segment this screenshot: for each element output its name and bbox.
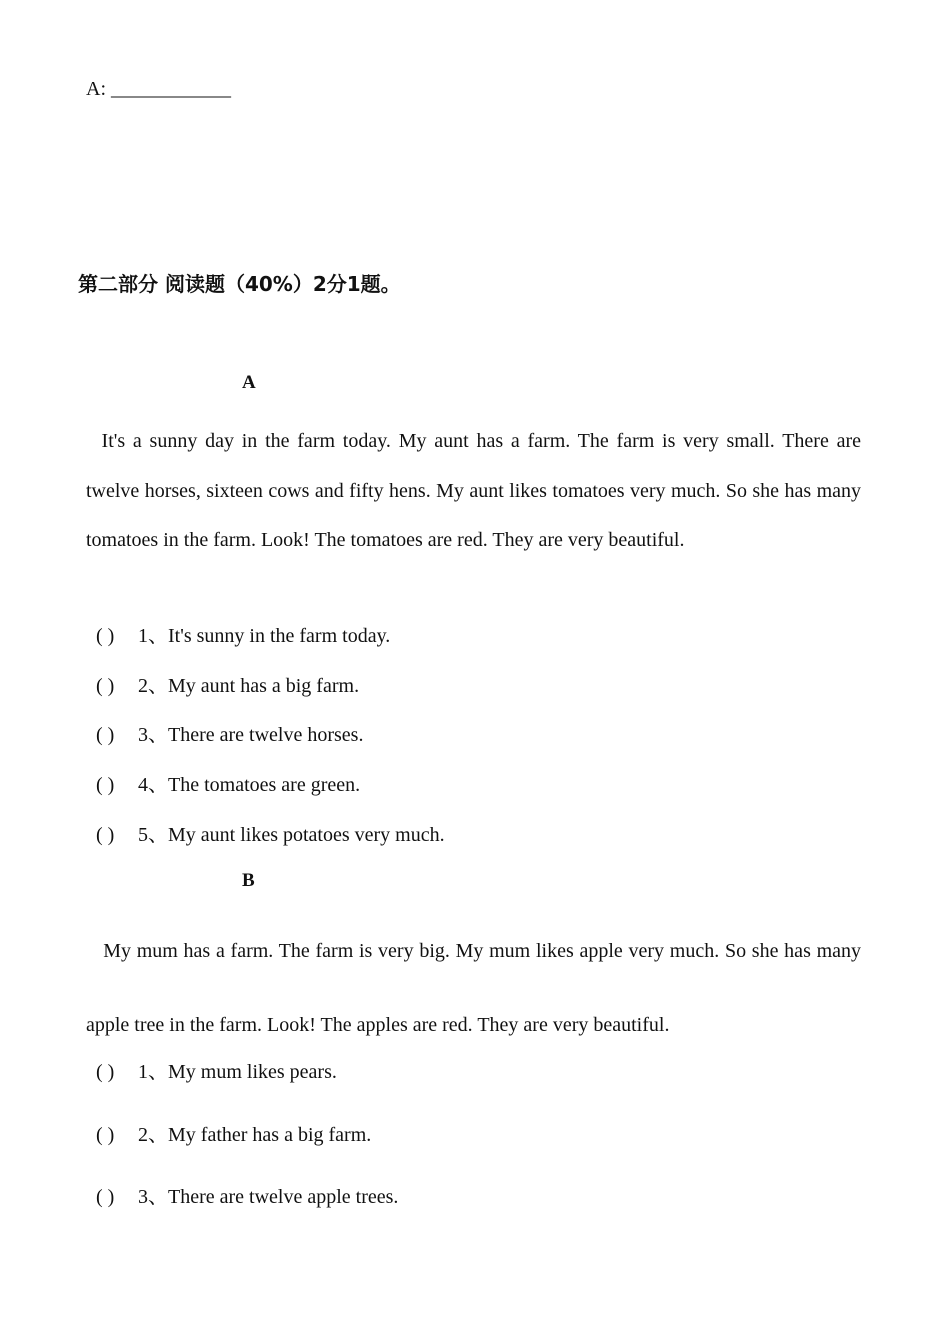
answer-prefix: A: [86,78,106,100]
passage-a-question-1 [96,619,390,648]
passage-b-question-2 [96,1118,371,1147]
answer-paren: ( ) [96,824,115,846]
question-number: 1、 [138,1061,168,1083]
answer-paren: ( ) [96,724,115,746]
passage-b-question-3 [96,1180,398,1209]
passage-a-question-5 [96,818,445,847]
question-text: My father has a big farm. [168,1124,372,1146]
question-number: 3、 [138,724,168,746]
question-text: My aunt likes potatoes very much. [168,824,445,846]
answer-paren: ( ) [96,774,115,796]
question-number: 2、 [138,675,168,697]
passage-a-question-4 [96,768,360,797]
question-number: 2、 [138,1124,168,1146]
passage-a-text: It's a sunny day in the farm today. My aunt has a farm. The farm is very small. There are twelve horses, sixteen cows and fifty hens. My aunt likes tomatoes very much. So she has many tomatoes in the farm. Look! The tomatoes are red. They are very beautiful. [86,430,867,552]
passage-b-text: My mum has a farm. The farm is very big. My mum likes apple very much. So she has many apple tree in the farm. Look! The apples are red. They are very beautiful. [86,940,867,1036]
answer-paren: ( ) [96,675,115,697]
answer-paren: ( ) [96,1061,115,1083]
question-text: My aunt has a big farm. [168,675,360,697]
answer-paren: ( ) [96,1124,115,1146]
question-text: There are twelve apple trees. [168,1186,399,1208]
passage-a-heading: A [242,372,256,393]
answer-blank: ____________ [111,78,231,100]
question-text: My mum likes pears. [168,1061,337,1083]
section-title: 第二部分 阅读题（40%）2分1题。 [78,272,401,296]
question-number: 5、 [138,824,168,846]
question-number: 3、 [138,1186,168,1208]
question-text: There are twelve horses. [168,724,364,746]
answer-paren: ( ) [96,1186,115,1208]
answer-paren: ( ) [96,625,115,647]
passage-a-question-3 [96,718,363,747]
passage-a-question-2 [96,669,359,698]
question-text: It's sunny in the farm today. [168,625,391,647]
question-number: 1、 [138,625,168,647]
passage-b-heading: B [242,870,255,891]
question-number: 4、 [138,774,168,796]
question-text: The tomatoes are green. [168,774,361,796]
answer-line [86,78,231,101]
passage-b-question-1 [96,1055,337,1084]
